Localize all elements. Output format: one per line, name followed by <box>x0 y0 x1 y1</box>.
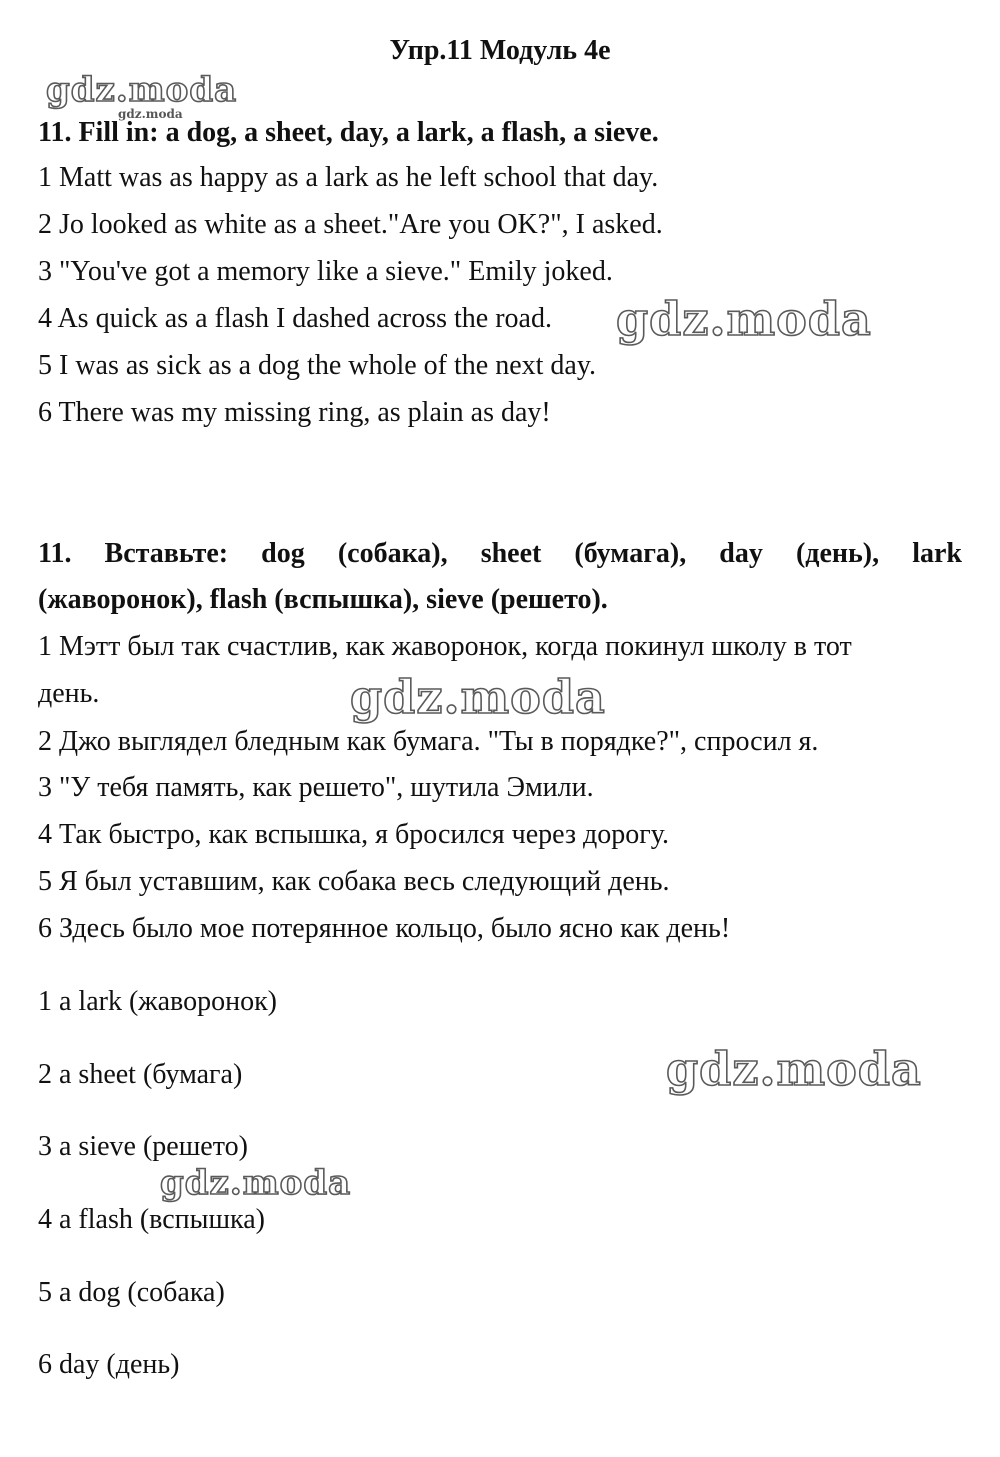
english-item-3: 3 "You've got a memory like a sieve." Emily joked. <box>38 256 613 287</box>
russian-item-3: 3 "У тебя память, как решето", шутила Эмили. <box>38 772 594 803</box>
watermark: gdz.moda <box>350 670 606 724</box>
english-item-5: 5 I was as sick as a dog the whole of the next day. <box>38 350 597 381</box>
answer-3: 3 a sieve (решето) <box>38 1131 248 1162</box>
english-item-6: 6 There was my missing ring, as plain as day! <box>38 397 551 428</box>
russian-item-1-line-1: 1 Мэтт был так счастлив, как жаворонок, когда покинул школу в тот <box>38 631 852 662</box>
answer-2: 2 a sheet (бумага) <box>38 1059 243 1090</box>
english-item-2: 2 Jo looked as white as a sheet."Are you OK?", I asked. <box>38 209 663 240</box>
answer-6: 6 day (день) <box>38 1349 180 1380</box>
answer-1: 1 a lark (жаворонок) <box>38 986 277 1017</box>
watermark: gdz.moda <box>616 292 872 346</box>
watermark: gdz.moda <box>666 1042 922 1096</box>
answer-4: 4 a flash (вспышка) <box>38 1204 265 1235</box>
page-title: Упр.11 Модуль 4e <box>389 35 611 66</box>
russian-item-4: 4 Так быстро, как вспышка, я бросился через дорогу. <box>38 819 669 850</box>
russian-heading-line-2: (жаворонок), flash (вспышка), sieve (решето). <box>38 584 608 615</box>
russian-item-5: 5 Я был уставшим, как собака весь следующий день. <box>38 866 670 897</box>
watermark: gdz.moda <box>160 1163 352 1203</box>
english-heading: 11. Fill in: a dog, a sheet, day, a lark, a flash, a sieve. <box>38 117 659 148</box>
english-item-1: 1 Matt was as happy as a lark as he left school that day. <box>38 162 659 193</box>
russian-item-2: 2 Джо выглядел бледным как бумага. "Ты в порядке?", спросил я. <box>38 726 819 757</box>
russian-heading-line-1: 11. Вставьте: dog (собака), sheet (бумага), day (день), lark <box>38 538 962 569</box>
russian-item-6: 6 Здесь было мое потерянное кольцо, было ясно как день! <box>38 913 731 944</box>
russian-item-1-line-2: день. <box>38 678 100 709</box>
answer-5: 5 a dog (собака) <box>38 1277 225 1308</box>
watermark: gdz.moda <box>46 70 238 110</box>
watermark-small: gdz.moda <box>118 107 183 121</box>
english-item-4: 4 As quick as a flash I dashed across the road. <box>38 303 552 334</box>
